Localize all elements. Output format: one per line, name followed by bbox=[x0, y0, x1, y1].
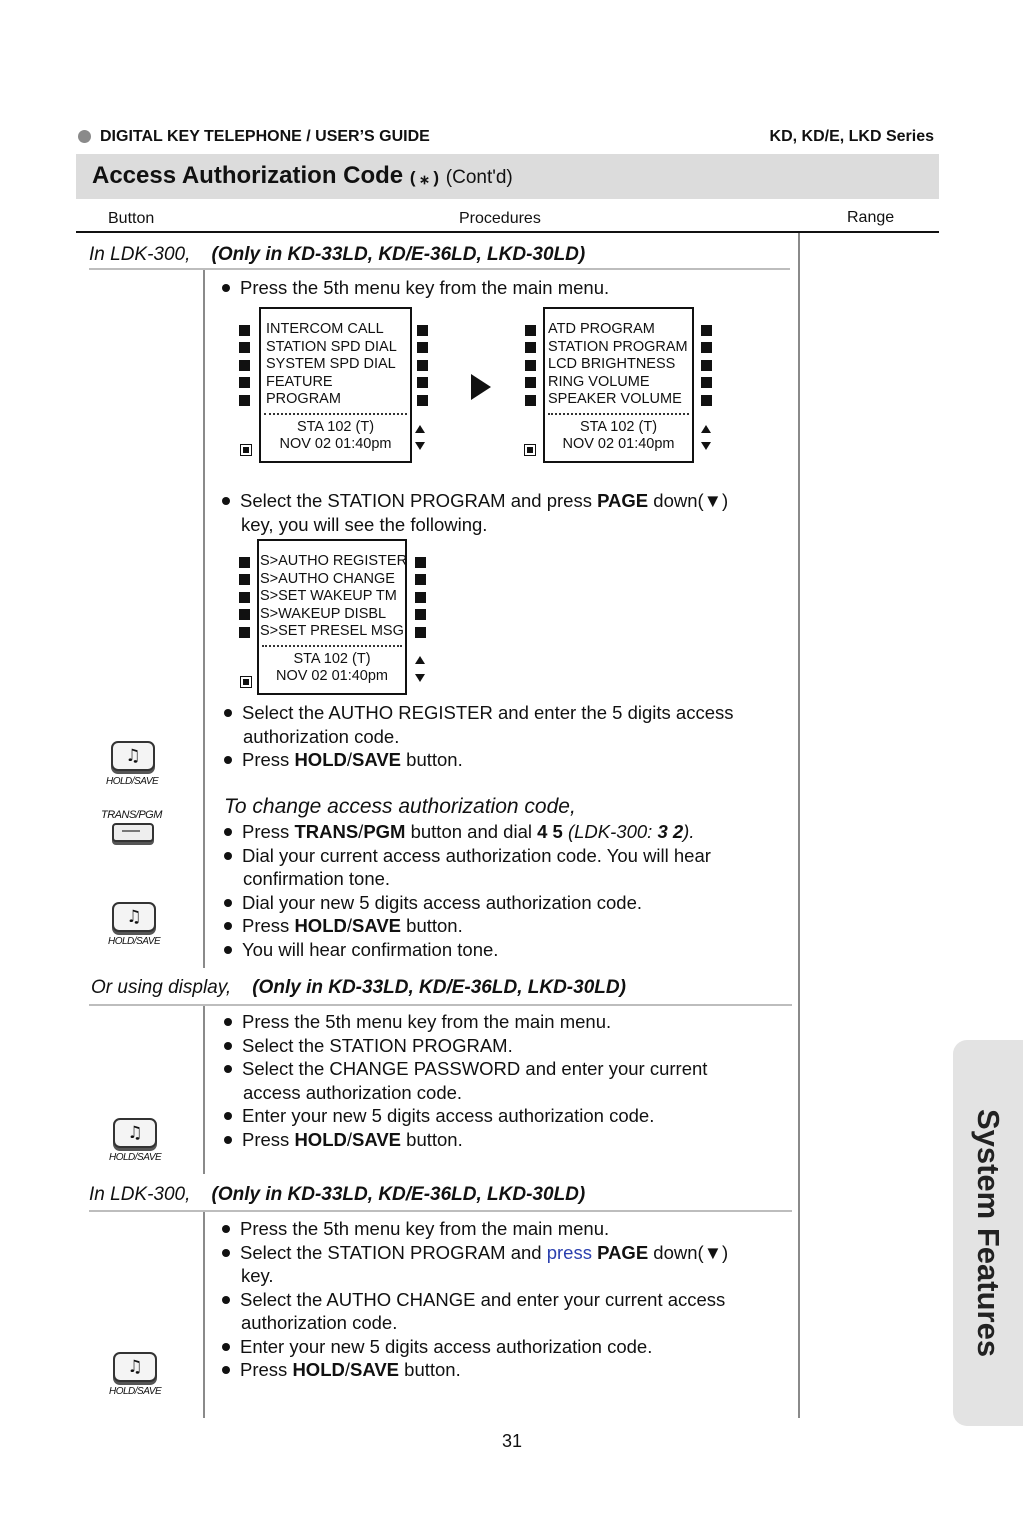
next-arrow-icon bbox=[471, 374, 491, 400]
button-divider-1 bbox=[203, 270, 205, 968]
lcd-station-program-menu bbox=[257, 539, 407, 695]
lcd-main-menu bbox=[259, 307, 412, 463]
step-text: Dial your new 5 digits access authorization code. bbox=[242, 891, 643, 913]
step-text: Dial your current access authorization code. You will hear bbox=[242, 844, 711, 866]
bullet bbox=[224, 709, 232, 717]
step-text: (LDK-300: bbox=[567, 821, 658, 842]
trans-pgm-button[interactable] bbox=[112, 823, 154, 842]
lcd-key[interactable] bbox=[239, 609, 250, 620]
save-label: SAVE bbox=[352, 1128, 402, 1150]
section3-label: In LDK-300, bbox=[89, 1184, 191, 1205]
lcd-status-date: NOV 02 01:40pm bbox=[279, 435, 392, 452]
lcd-key[interactable] bbox=[701, 325, 712, 336]
lcd-key[interactable] bbox=[525, 342, 536, 353]
lcd-separator bbox=[548, 413, 689, 415]
step-text: / bbox=[344, 1359, 350, 1380]
dial-code-ldk: 3 2 bbox=[657, 821, 684, 842]
lcd-key[interactable] bbox=[701, 377, 712, 388]
lcd-line: STATION SPD DIAL bbox=[266, 338, 397, 355]
lcd-key[interactable] bbox=[239, 360, 250, 371]
section2-steps bbox=[224, 1010, 707, 1151]
lcd-separator bbox=[262, 645, 402, 647]
step-text: confirmation tone. bbox=[243, 868, 391, 889]
trans-label: TRANS bbox=[294, 821, 359, 842]
lcd-key[interactable] bbox=[415, 609, 426, 620]
lcd-line: FEATURE bbox=[266, 373, 333, 390]
step-text: / bbox=[358, 821, 364, 842]
section1-heading bbox=[89, 244, 585, 266]
section1-models: (Only in KD-33LD, KD/E-36LD, LKD-30LD) bbox=[211, 244, 586, 265]
lcd-key[interactable] bbox=[525, 395, 536, 406]
col-button: Button bbox=[108, 210, 155, 227]
series-label: KD, KD/E, LKD Series bbox=[769, 128, 934, 145]
lcd-key[interactable] bbox=[239, 627, 250, 638]
step-text: button and dial bbox=[405, 821, 538, 842]
title-contd: (Cont'd) bbox=[445, 167, 513, 188]
page-down-icon[interactable] bbox=[415, 674, 425, 682]
col-range: Range bbox=[847, 209, 895, 226]
page-key-label: PAGE bbox=[597, 1241, 649, 1263]
hold-save-button[interactable]: ♫ bbox=[113, 1118, 157, 1148]
header-rule bbox=[76, 231, 939, 233]
bullet bbox=[224, 756, 232, 764]
lcd-key[interactable] bbox=[239, 592, 250, 603]
lcd-line: PROGRAM bbox=[266, 391, 341, 408]
step-press-5th-menu bbox=[222, 276, 609, 300]
lcd-status-date: NOV 02 01:40pm bbox=[275, 667, 389, 684]
hold-save-button[interactable]: ♫ bbox=[111, 741, 155, 771]
lcd-key[interactable] bbox=[417, 325, 428, 336]
press-link[interactable]: press bbox=[546, 1241, 592, 1263]
hold-label: HOLD bbox=[294, 1128, 347, 1150]
lcd-small-button-icon[interactable] bbox=[240, 676, 252, 688]
step-text: button. bbox=[401, 749, 463, 770]
step-text: button. bbox=[401, 1128, 463, 1150]
lcd-key[interactable] bbox=[525, 325, 536, 336]
lcd-small-button-icon[interactable] bbox=[524, 444, 536, 456]
save-label: SAVE bbox=[350, 1359, 400, 1380]
lcd-line: LCD BRIGHTNESS bbox=[548, 356, 676, 373]
lcd-key[interactable] bbox=[525, 360, 536, 371]
hold-save-button[interactable]: ♫ bbox=[112, 902, 156, 932]
step-text: key. bbox=[241, 1265, 274, 1286]
step-text: Press the 5th menu key from the main menu. bbox=[240, 1218, 610, 1239]
step-text: Press bbox=[242, 821, 295, 842]
button-divider-3 bbox=[203, 1212, 205, 1418]
lcd-program-menu bbox=[543, 307, 694, 463]
bullet bbox=[222, 1249, 230, 1257]
col-procedures: Procedures bbox=[459, 210, 541, 227]
lcd-line: SYSTEM SPD DIAL bbox=[266, 356, 396, 373]
hold-save-button[interactable]: ♫ bbox=[113, 1352, 157, 1382]
step-text: Press the 5th menu key from the main menu. bbox=[240, 277, 610, 298]
lcd-line: S>WAKEUP DISBL bbox=[260, 605, 387, 622]
lcd-status-date: NOV 02 01:40pm bbox=[562, 435, 675, 452]
lcd-line: S>AUTHO REGISTER bbox=[260, 553, 408, 569]
lcd-key[interactable] bbox=[417, 395, 428, 406]
page-up-icon[interactable] bbox=[701, 425, 711, 433]
step-text: access authorization code. bbox=[243, 1081, 463, 1103]
step-text: authorization code. bbox=[243, 725, 400, 747]
step-text: Select the AUTHO CHANGE and enter your current access bbox=[240, 1288, 726, 1310]
section1-rule bbox=[89, 268, 790, 270]
step-text: Press bbox=[242, 915, 295, 936]
section2-models: (Only in KD-33LD, KD/E-36LD, LKD-30LD) bbox=[252, 977, 626, 998]
lcd-separator bbox=[264, 413, 407, 415]
hold-save-label: HOLD/SAVE bbox=[109, 1152, 162, 1163]
page-up-icon[interactable] bbox=[415, 425, 425, 433]
bullet bbox=[224, 1042, 232, 1050]
step-text: button. bbox=[401, 915, 463, 936]
step-text: / bbox=[346, 749, 352, 770]
lcd-key[interactable] bbox=[415, 627, 426, 638]
bullet bbox=[222, 1296, 230, 1304]
bullet bbox=[224, 1136, 232, 1144]
bullet bbox=[224, 1065, 232, 1073]
bullet bbox=[224, 946, 232, 954]
lcd-key[interactable] bbox=[417, 360, 428, 371]
hold-label: HOLD bbox=[294, 749, 347, 770]
step-text: Enter your new 5 digits access authorization code. bbox=[240, 1335, 653, 1357]
step-text: Press bbox=[242, 1128, 295, 1150]
lcd-key[interactable] bbox=[415, 592, 426, 603]
step-text: Select the STATION PROGRAM. bbox=[242, 1034, 513, 1056]
lcd-key[interactable] bbox=[701, 395, 712, 406]
lcd-key[interactable] bbox=[417, 342, 428, 353]
bullet bbox=[224, 899, 232, 907]
step-text: / bbox=[346, 1128, 352, 1150]
step-text: / bbox=[346, 915, 352, 936]
step-text: down(▼) bbox=[648, 1241, 729, 1263]
save-label: SAVE bbox=[352, 915, 402, 936]
hold-save-label: HOLD/SAVE bbox=[109, 1386, 162, 1397]
page-number: 31 bbox=[501, 1431, 523, 1451]
lcd-status-station: STA 102 (T) bbox=[579, 418, 658, 435]
step-text: Press the 5th menu key from the main menu. bbox=[242, 1011, 612, 1032]
lcd-key[interactable] bbox=[239, 325, 250, 336]
section2-heading bbox=[91, 977, 626, 999]
section2-label: Or using display, bbox=[91, 977, 232, 998]
bullet bbox=[222, 284, 230, 292]
change-code-heading: To change access authorization code, bbox=[224, 795, 576, 818]
button-divider-2 bbox=[203, 1006, 205, 1174]
bullet bbox=[222, 1343, 230, 1351]
lcd-line: S>SET PRESEL MSG bbox=[260, 623, 404, 640]
lcd-key[interactable] bbox=[239, 557, 250, 568]
pgm-label: PGM bbox=[363, 821, 406, 842]
section3-rule bbox=[89, 1210, 792, 1212]
lcd-key[interactable] bbox=[417, 377, 428, 388]
lcd-key[interactable] bbox=[525, 377, 536, 388]
step-select-autho-register bbox=[224, 701, 734, 772]
step-text: Select the STATION PROGRAM and press bbox=[240, 490, 598, 511]
trans-pgm-label: TRANS/PGM bbox=[101, 809, 162, 821]
side-tab-label: System Features bbox=[971, 1108, 1006, 1358]
title-text: Access Authorization Code bbox=[92, 162, 404, 189]
lcd-key[interactable] bbox=[239, 377, 250, 388]
page-title bbox=[92, 162, 513, 190]
hold-label: HOLD bbox=[294, 915, 347, 936]
lcd-line: SPEAKER VOLUME bbox=[548, 391, 682, 408]
lcd-key[interactable] bbox=[415, 557, 426, 568]
step-text: key, you will see the following. bbox=[241, 513, 488, 535]
dial-code: 4 5 bbox=[537, 821, 563, 842]
step-text: Select the STATION PROGRAM and bbox=[240, 1241, 547, 1263]
step-text: button. bbox=[399, 1359, 461, 1380]
save-label: SAVE bbox=[352, 749, 402, 770]
lcd-small-button-icon[interactable] bbox=[240, 444, 252, 456]
page-up-icon[interactable] bbox=[415, 656, 425, 664]
lcd-key[interactable] bbox=[239, 574, 250, 585]
title-star: ( ⁎ ) bbox=[409, 168, 440, 187]
bullet bbox=[224, 922, 232, 930]
bullet bbox=[222, 497, 230, 505]
hold-save-label: HOLD/SAVE bbox=[108, 936, 161, 947]
lcd-line: RING VOLUME bbox=[548, 373, 650, 390]
page-key-label: PAGE bbox=[597, 490, 649, 511]
section2-rule bbox=[89, 1004, 792, 1006]
hold-label: HOLD bbox=[292, 1359, 345, 1380]
bullet-circle-icon bbox=[78, 130, 91, 143]
change-steps bbox=[224, 820, 711, 961]
lcd-line: S>SET WAKEUP TM bbox=[260, 588, 397, 605]
step-text: Press bbox=[242, 749, 295, 770]
lcd-key[interactable] bbox=[701, 360, 712, 371]
bullet bbox=[224, 852, 232, 860]
page-down-icon[interactable] bbox=[415, 442, 425, 450]
bullet bbox=[224, 1018, 232, 1026]
section1-label: In LDK-300, bbox=[89, 244, 191, 265]
section3-heading bbox=[89, 1184, 585, 1206]
hold-save-label: HOLD/SAVE bbox=[106, 776, 159, 787]
step-text: down(▼) bbox=[648, 490, 729, 511]
step-text: authorization code. bbox=[241, 1312, 398, 1333]
lcd-line: STATION PROGRAM bbox=[548, 338, 688, 355]
step-text: Press bbox=[240, 1359, 293, 1380]
step-text: Select the CHANGE PASSWORD and enter your current bbox=[242, 1058, 708, 1079]
step-text: Enter your new 5 digits access authorization code. bbox=[242, 1105, 655, 1126]
range-divider bbox=[798, 233, 800, 1418]
step-text: Select the AUTHO REGISTER and enter the 5 digits access bbox=[242, 702, 734, 723]
lcd-line: INTERCOM CALL bbox=[266, 321, 384, 337]
section3-steps bbox=[222, 1217, 728, 1382]
lcd-status-station: STA 102 (T) bbox=[293, 650, 371, 667]
lcd-status-station: STA 102 (T) bbox=[296, 418, 375, 435]
bullet bbox=[222, 1225, 230, 1233]
step-select-station-program bbox=[222, 489, 728, 536]
lcd-line: S>AUTHO CHANGE bbox=[260, 570, 395, 587]
lcd-line: ATD PROGRAM bbox=[548, 321, 655, 337]
lcd-key[interactable] bbox=[415, 574, 426, 585]
lcd-key[interactable] bbox=[701, 342, 712, 353]
lcd-key[interactable] bbox=[239, 342, 250, 353]
bullet bbox=[222, 1366, 230, 1374]
bullet bbox=[224, 828, 232, 836]
step-text: You will hear confirmation tone. bbox=[242, 938, 499, 960]
guide-title: DIGITAL KEY TELEPHONE / USER’S GUIDE bbox=[100, 128, 430, 145]
lcd-key[interactable] bbox=[239, 395, 250, 406]
step-text: ). bbox=[683, 821, 695, 842]
section3-models: (Only in KD-33LD, KD/E-36LD, LKD-30LD) bbox=[211, 1184, 586, 1205]
bullet bbox=[224, 1112, 232, 1120]
page-down-icon[interactable] bbox=[701, 442, 711, 450]
